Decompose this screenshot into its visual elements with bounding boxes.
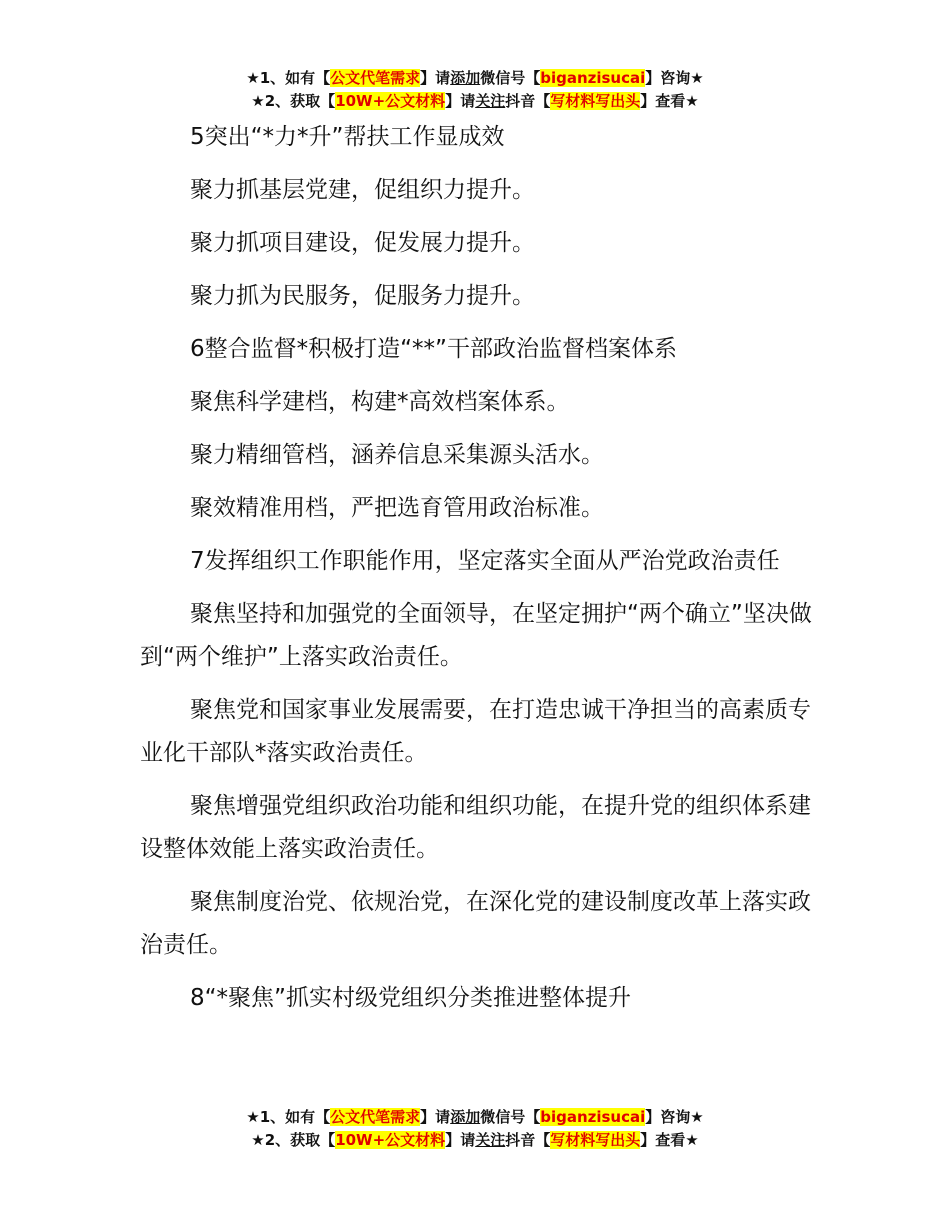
- banner-text: ★1、如有【: [246, 1108, 331, 1126]
- section-heading: 5突出“*力*升”帮扶工作显成效: [190, 124, 505, 150]
- banner-highlight: 公文代笔需求: [330, 69, 421, 87]
- paragraph: 聚焦科学建档，构建*高效档案体系。: [190, 389, 570, 415]
- banner-text: 抖音【: [505, 1131, 551, 1149]
- banner-text: 】请: [420, 1108, 451, 1126]
- banner-text: 】查看★: [640, 1131, 699, 1149]
- banner-line-2: [0, 1129, 950, 1152]
- paragraph: 聚力抓基层党建，促组织力提升。: [190, 177, 535, 203]
- section-heading: 6整合监督*积极打造“**”干部政治监督档案体系: [190, 336, 677, 362]
- banner-text: 】请: [445, 92, 476, 110]
- banner-highlight: 公文代笔需求: [330, 1108, 421, 1126]
- banner-text: 微信号【: [480, 1108, 541, 1126]
- paragraph: 聚焦增强党组织政治功能和组织功能，在提升党的组织体系建设整体效能上落实政治责任。: [140, 793, 811, 862]
- banner-text: 】咨询★: [645, 1108, 704, 1126]
- banner-highlight: 10W+公文材料: [335, 92, 446, 110]
- header-banner: [0, 67, 950, 113]
- document-body: [140, 116, 815, 1030]
- banner-highlight: biganzisucai: [540, 1108, 646, 1126]
- section-heading: 8“*聚焦”抓实村级党组织分类推进整体提升: [190, 985, 631, 1011]
- banner-underline: 关注: [475, 1131, 506, 1149]
- paragraph: 聚焦坚持和加强党的全面领导，在坚定拥护“两个确立”坚决做到“两个维护”上落实政治责任。: [140, 601, 812, 670]
- paragraph: 聚力精细管档，涵养信息采集源头活水。: [190, 442, 604, 468]
- banner-text: 微信号【: [480, 69, 541, 87]
- banner-underline: 关注: [475, 92, 506, 110]
- banner-highlight: biganzisucai: [540, 69, 646, 87]
- banner-text: 抖音【: [505, 92, 551, 110]
- section-heading: 7发挥组织工作职能作用，坚定落实全面从严治党政治责任: [190, 548, 780, 574]
- footer-banner: [0, 1106, 950, 1152]
- banner-line-1: [0, 67, 950, 90]
- banner-text: 】请: [420, 69, 451, 87]
- banner-text: 】请: [445, 1131, 476, 1149]
- banner-highlight: 写材料写出头: [550, 92, 641, 110]
- banner-text: ★1、如有【: [246, 69, 331, 87]
- paragraph: 聚焦党和国家事业发展需要，在打造忠诚干净担当的高素质专业化干部队*落实政治责任。: [140, 697, 811, 766]
- banner-highlight: 写材料写出头: [550, 1131, 641, 1149]
- banner-text: 】咨询★: [645, 69, 704, 87]
- banner-underline: 添加: [450, 1108, 481, 1126]
- banner-highlight: 10W+公文材料: [335, 1131, 446, 1149]
- banner-text: ★2、获取【: [251, 92, 336, 110]
- banner-text: ★2、获取【: [251, 1131, 336, 1149]
- paragraph: 聚焦制度治党、依规治党，在深化党的建设制度改革上落实政治责任。: [140, 889, 811, 958]
- banner-text: 】查看★: [640, 92, 699, 110]
- paragraph: 聚力抓项目建设，促发展力提升。: [190, 230, 535, 256]
- paragraph: 聚力抓为民服务，促服务力提升。: [190, 283, 535, 309]
- paragraph: 聚效精准用档，严把选育管用政治标准。: [190, 495, 604, 521]
- banner-line-1: [0, 1106, 950, 1129]
- banner-line-2: [0, 90, 950, 113]
- banner-underline: 添加: [450, 69, 481, 87]
